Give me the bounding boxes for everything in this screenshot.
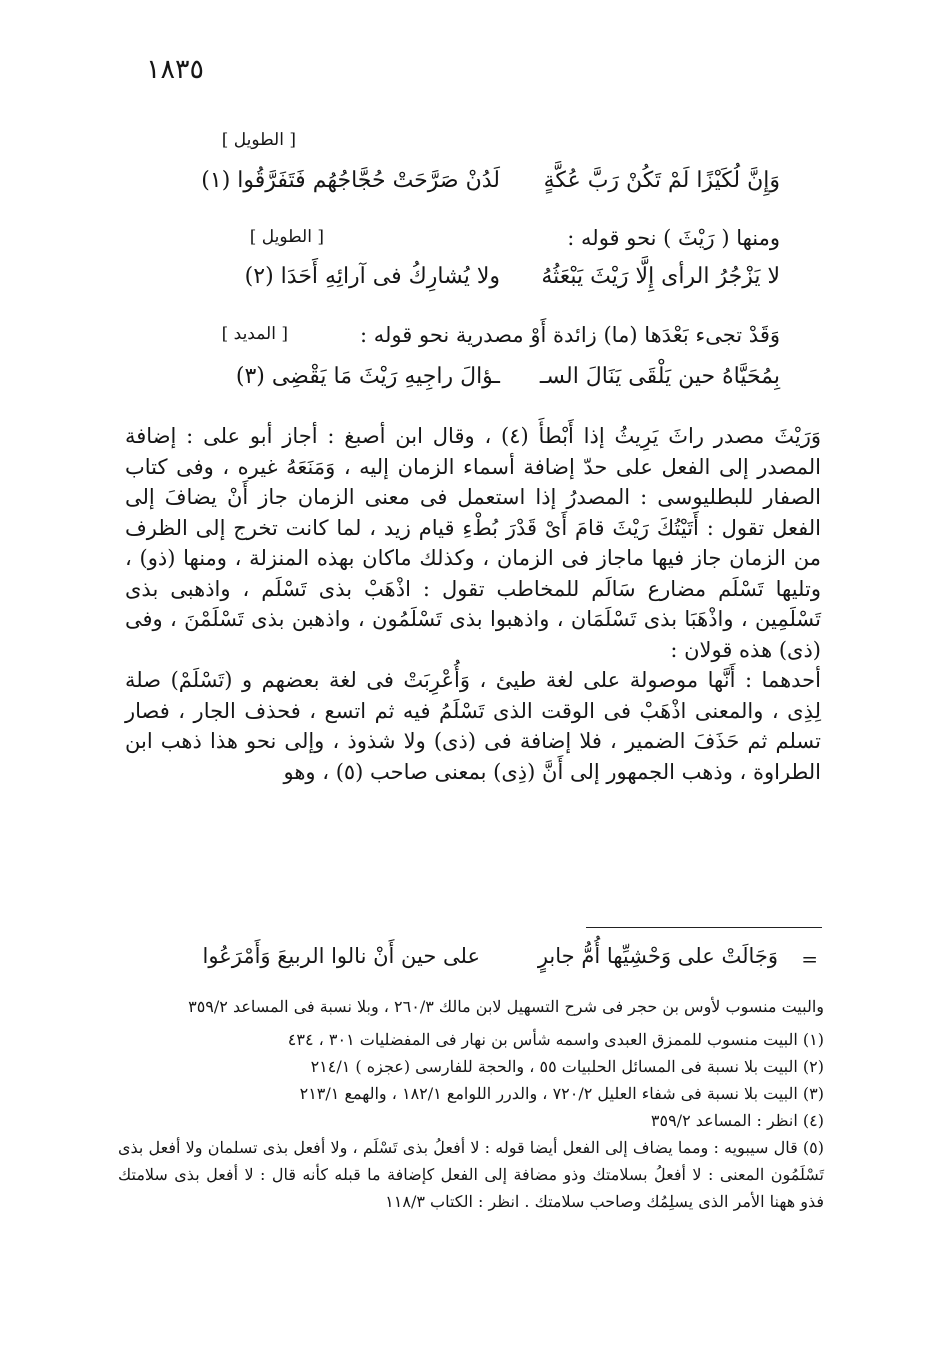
verse3-intro: وَقَدْ تجىء بَعْدَها (ما) زائدة أَوْ مصدرية نحو قوله : [360,323,780,347]
verse2-first-hemistich: لا يَزْجُرُ الرأى إِلَّا رَيْثَ يَبْعَثُهُ [541,264,780,289]
footnote-continuation-marker: = [801,947,818,971]
verse3-meter: [ المديد ] [221,324,288,344]
footnote-verse-first-hemistich: وَجَالَتْ على وَحْشِيِّها أُمُّ جابرٍ [537,944,778,968]
footnote: (٤) انظر : المساعد ٣٥٩/٢ [650,1111,824,1130]
verse1-first-hemistich: وَإِنَّ لُكَيْزًا لَمْ تَكُنْ رَبَّ عُكَّةٍ [543,168,780,193]
verse2-meter: [ الطويل ] [249,227,324,247]
footnote-continued-note: والبيت منسوب لأوس بن حجر فى شرح التسهيل لابن مالك ٢٦٠/٣ ، وبلا نسبة فى المساعد ٣٥٩/٢ [188,997,824,1016]
footnote: (٢) البيت بلا نسبة فى المسائل الحلبيات ٥٥ ، والحجة للفارسى (عجزه ) ٢١٤/١ [310,1057,824,1076]
footnote-separator [586,927,822,928]
footnote: (٥) قال سيبويه : ومما يضاف إلى الفعل أيضا قوله : لا أفعلُ بذى تَسْلَم ، ولا أفعل بذى تسلمان ولا أفعل بذى تَسْلَمُون المعنى : لا أفعلُ بسلامتك وذو مضافة إلى الفعل كإضافة ما قبله كأنه قال : لا أفعل بذى سلامتك فذو ههنا الأمر الذى يسلِمُك وصاحب سلامتك . انظر : الكتاب ١١٨/٣ [118,1138,824,1211]
verse2-intro: ومنها ( رَيْثَ ) نحو قوله : [567,226,780,250]
page-number: ١٨٣٥ [146,54,205,85]
footnotes [118,993,824,1215]
body-paragraph: وَرَيْثَ مصدر راثَ يَرِيثُ إذا أَبْطأَ (٤) ، وقال ابن أصبغ : أجاز أبو على : إضافة المصدر إلى الفعل على حدّ إضافة أسماء الزمان إليه ، وَمَنَعَهُ غيره ، وفى كتاب الصفار للبطليوسى : المصدرُ إذا استعمل فى معنى الزمان جاز أَنْ يضافَ إلى الفعل تقول : أَتَيْتُكَ رَيْثَ قامَ أَىْ قَدْرَ بُطْءِ قيام زيد ، لما كانت تخرج إلى الظرف من الزمان جاز فيها ماجاز فى الزمان ، وكذلك ماكان بهذه المنزلة ، ومنها (ذو) ، وتليها تَسْلَم مضارع سَالَم للمخاطب تقول : اذْهَبْ بذى تَسْلَم ، واذهبى بذى تَسْلَمِين ، واذْهَبَا بذى تَسْلَمَان ، واذهبوا بذى تَسْلَمُون ، واذهبن بذى تَسْلَمْنَ ، وفى (ذى) هذه قولان : [125,424,821,662]
body-text [125,421,821,787]
footnote: (٣) البيت بلا نسبة فى شفاء العليل ٧٢٠/٢ ، والدرر اللوامع ١٨٢/١ ، والهمع ٢١٣/١ [299,1084,824,1103]
verse1-meter: [ الطويل ] [221,130,296,150]
verse2-second-hemistich: ولا يُشارِكُ فى آرائِهِ أَحَدَا (٢) [244,264,500,289]
footnote: (١) البيت منسوب للممزق العبدى واسمه شأس بن نهار فى المفضليات ٣٠١ ، ٤٣٤ [287,1030,824,1049]
body-paragraph: أحدهما : أَنَّها موصولة على لغة طيئ ، وَأُعْرِبَتْ فى لغة بعضهم و (تَسْلَمْ) صلة لِذِى ، والمعنى اذْهَبْ فى الوقت الذى تَسْلَمُ فيه ثم اتسع ، فحذف الجار ، فصار تسلم ثم حَذَفَ الضمير ، فلا إضافة فى (ذى) ولا شذوذ ، وإلى نحو هذا ذهب ابن الطراوة ، وذهب الجمهور إلى أَنَّ (ذِى) بمعنى صاحب (٥) ، وهو [125,668,821,784]
verse3-second-hemistich: ـؤالَ راجِيهِ رَيْثَ مَا يَقْضِى (٣) [235,364,500,389]
verse1-second-hemistich: لَدُنْ صَرَّحَتْ حُجَّاجُهُم فَتَفَرَّقُوا (١) [201,168,500,193]
verse3-first-hemistich: بِمُحَيَّاهُ حين يَلْقَى يَنَالَ السـ [539,364,780,389]
footnote-verse-second-hemistich: على حين أَنْ نالوا الربيعَ وَأَمْرَعُوا [202,944,480,968]
